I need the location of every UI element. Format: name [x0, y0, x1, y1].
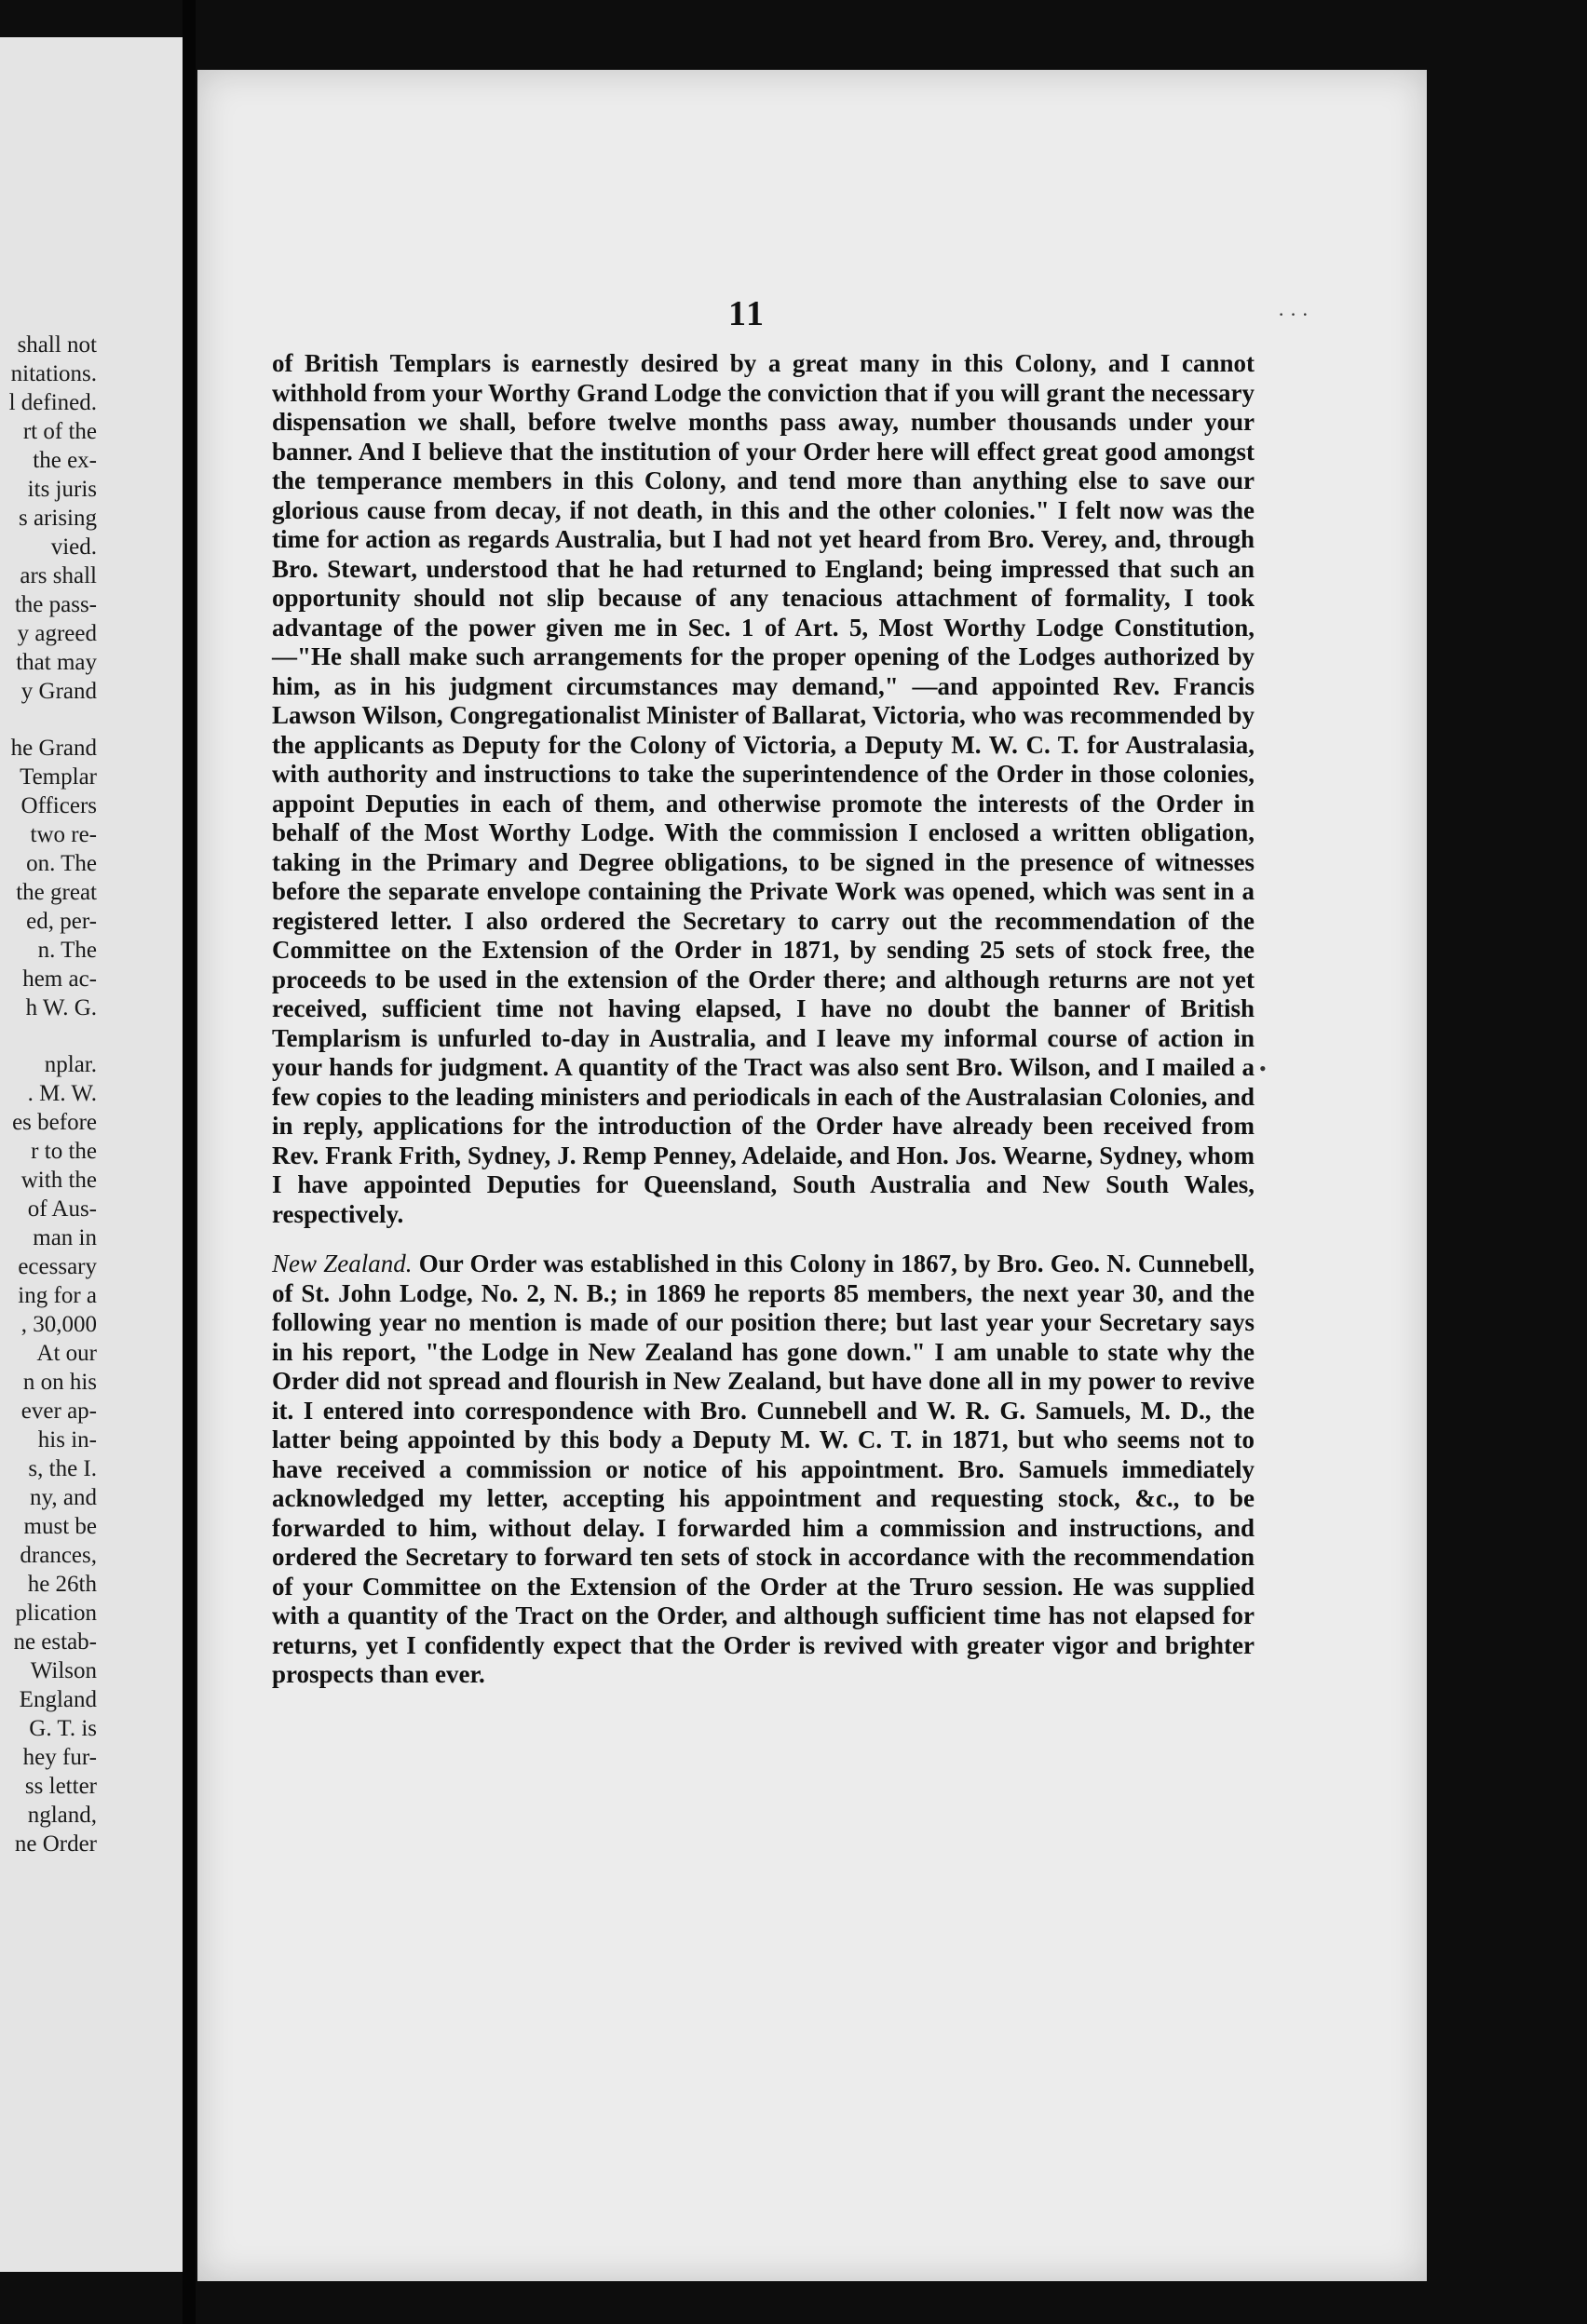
facing-page-line: ne estab-: [13, 1629, 97, 1655]
facing-page-line: shall not: [17, 332, 97, 358]
facing-page-line: G. T. is: [29, 1716, 97, 1741]
facing-page-line: must be: [23, 1514, 97, 1539]
facing-page-line: ss letter: [24, 1774, 97, 1799]
facing-page-line: man in: [33, 1225, 97, 1250]
facing-page-line: rt of the: [22, 419, 97, 444]
paragraph-new-zealand: [272, 1250, 1255, 1690]
facing-page-line: n on his: [22, 1370, 97, 1395]
facing-page-text: [0, 331, 97, 1858]
paragraph-australia: of British Templars is earnestly desired by a great many in this Colony, and I cannot withhold from your Worthy Grand Lodge the conviction that if you will grant the necessary dispensation we shall, before twelve months pass away, number thousands under your banner. And I believe that the institution of your Order here will effect great good amongst the temperance members in this Colony, and tend more than anything else to save our glorious cause from decay, if not death, in this and the other colonies." I felt now was the time for action as regards Australia, but I had not yet heard from Bro. Verey, and, through Bro. Stewart, understood that he had returned to England; being impressed that such an opportunity should not slip because of any tenacious attachment of formality, I took advantage of the power given me in Sec. 1 of Art. 5, Most Worthy Lodge Constitution,—"He shall make such arrangements for the proper opening of the Lodges authorized by him, as in his judgment circumstances may demand," —and appointed Rev. Francis Lawson Wilson, Congregationalist Minister of Ballarat, Victoria, who was recommended by the applicants as Deputy for the Colony of Victoria, a Deputy M. W. C. T. for Australasia, with authority and instructions to take the superintendence of the Order in those colonies, appoint Deputies in each of them, and otherwise promote the interests of the Order in behalf of the Most Worthy Lodge. With the commission I enclosed a written obligation, taking in the Primary and Degree obligations, to be signed in the presence of witnesses before the separate envelope containing the Private Work was opened, which was sent in a registered letter. I also ordered the Secretary to carry out the recommendation of the Committee on the Extension of the Order in 1871, by sending 25 sets of stock free, the proceeds to be used in the extension of the Order there; and although returns are not yet received, sufficient time not having elapsed, I have no doubt the banner of British Templarism is unfurled to-day in Australia, and I leave my informal course of action in your hands for judgment. A quantity of the Tract was also sent Bro. Wilson, and I mailed a few copies to the leading ministers and periodicals in each of the Australasian Colonies, and in reply, applications for the introduction of the Order have already been received from Rev. Frank Frith, Sydney, J. Remp Penney, Adelaide, and Hon. Jos. Wearne, Sydney, whom I have appointed Deputies for Queensland, South Australia and New South Wales, respectively.: [272, 349, 1255, 1228]
facing-page-line: s, the I.: [28, 1456, 97, 1481]
facing-page-line: At our: [36, 1341, 97, 1366]
facing-page-line: ing for a: [18, 1283, 97, 1308]
facing-page: [0, 37, 186, 2272]
facing-page-line: h W. G.: [25, 995, 97, 1020]
facing-page-line: l defined.: [8, 390, 97, 415]
facing-page-line: ne Order: [14, 1831, 97, 1857]
facing-page-line: Wilson: [30, 1658, 97, 1683]
page-number: 11: [728, 294, 766, 333]
paragraph-new-zealand-text: Our Order was established in this Colony in 1867, by Bro. Geo. N. Cunnebell, of St. John Lodge, No. 2, N. B.; in 1869 he reports 85 members, the next year 30, and the following year no mention is made of our position there; but last year your Secretary says in his report, "the Lodge in New Zealand has gone down." I am unable to state why the Order did not spread and flourish in New Zealand, but have done all in my power to revive it. I entered into correspondence with Bro. Cunnebell and W. R. G. Samuels, M. D., the latter being appointed by this body a Deputy M. W. C. T. in 1871, but who seems not to have received a commission or notice of his appointment. Bro. Samuels immediately acknowledged my letter, accepting his appointment and requesting stock, &c., to be forwarded to him, without delay. I forwarded him a commission and instructions, and ordered the Secretary to forward ten sets of stock in accordance with the recommendation of your Committee on the Extension of the Order at the Truro session. He was supplied with a quantity of the Tract on the Order, and although sufficient time has not elapsed for returns, yet I confidently expect that the Order is revived with greater vigor and brighter prospects than ever.: [272, 1250, 1255, 1688]
facing-page-line: ars shall: [20, 563, 97, 588]
facing-page-line: with the: [20, 1168, 97, 1193]
body-text: [272, 349, 1255, 1690]
facing-page-gap: [0, 1022, 97, 1050]
book-spine: [183, 0, 196, 2324]
margin-mark: •: [1259, 1057, 1267, 1080]
facing-page-line: he Grand: [10, 736, 97, 761]
facing-page-line: s arising: [18, 506, 97, 531]
facing-page-line: es before: [12, 1110, 97, 1135]
facing-page-line: two re-: [30, 822, 97, 847]
facing-page-line: Templar: [20, 764, 97, 790]
facing-page-line: the great: [16, 880, 97, 905]
facing-page-line: hey fur-: [22, 1745, 97, 1770]
facing-page-line: n. The: [37, 938, 97, 963]
margin-mark: · · ·: [1278, 303, 1309, 326]
facing-page-line: vied.: [50, 534, 97, 560]
facing-page-line: , 30,000: [20, 1312, 97, 1337]
facing-page-line: plication: [15, 1601, 97, 1626]
facing-page-line: ecessary: [18, 1254, 97, 1279]
facing-page-line: ed, per-: [26, 909, 97, 934]
facing-page-line: ever ap-: [20, 1398, 97, 1424]
facing-page-line: its juris: [27, 477, 97, 502]
facing-page-line: the ex-: [33, 448, 97, 473]
facing-page-line: his in-: [37, 1427, 97, 1452]
facing-page-line: r to the: [31, 1139, 97, 1164]
section-lead-in: New Zealand.: [272, 1250, 413, 1277]
facing-page-gap: [0, 706, 97, 734]
facing-page-line: y Grand: [20, 679, 97, 704]
facing-page-line: that may: [16, 650, 97, 675]
facing-page-line: on. The: [26, 851, 97, 876]
facing-page-line: . M. W.: [27, 1081, 97, 1106]
facing-page-line: he 26th: [27, 1572, 97, 1597]
document-page: [197, 70, 1427, 2281]
facing-page-line: nplar.: [44, 1052, 97, 1077]
facing-page-line: of Aus-: [27, 1196, 97, 1222]
facing-page-line: hem ac-: [22, 966, 97, 992]
facing-page-line: y agreed: [17, 621, 97, 646]
facing-page-line: drances,: [20, 1543, 97, 1568]
facing-page-line: England: [19, 1687, 97, 1712]
facing-page-line: ngland,: [27, 1803, 97, 1828]
facing-page-line: ny, and: [30, 1485, 97, 1510]
facing-page-line: nitations.: [10, 361, 97, 386]
facing-page-line: Officers: [20, 793, 97, 818]
facing-page-line: the pass-: [14, 592, 97, 617]
